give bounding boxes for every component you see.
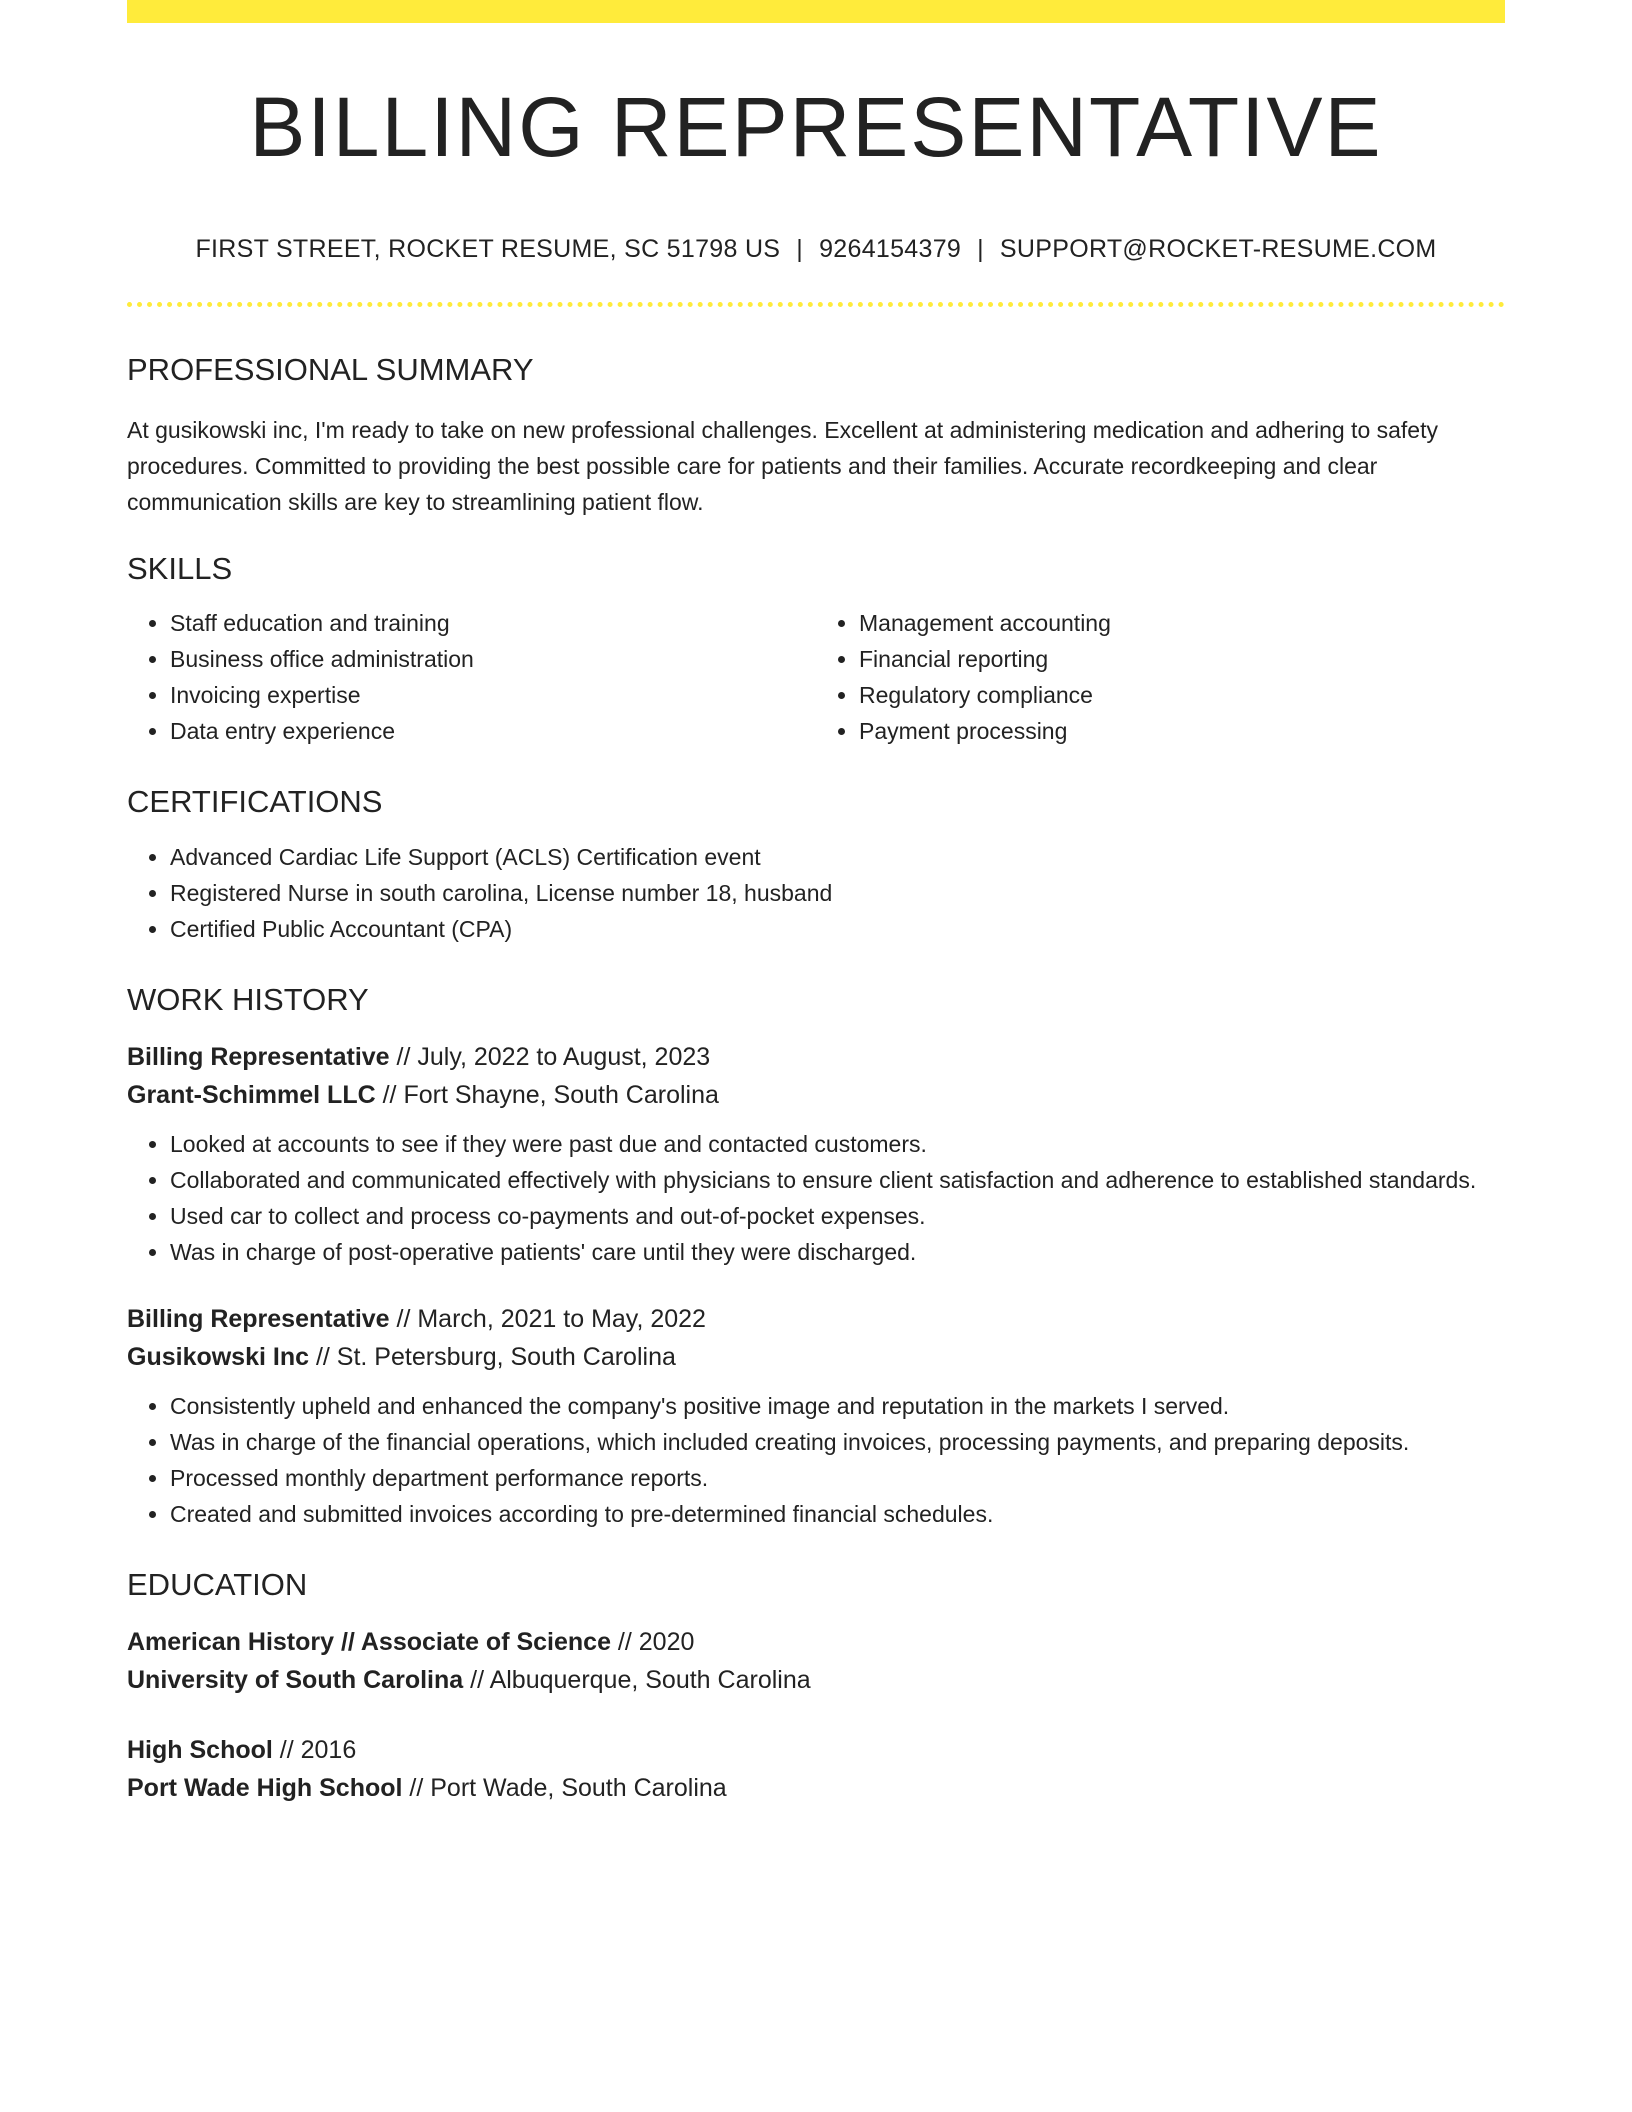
contact-address: FIRST STREET, ROCKET RESUME, SC 51798 US	[195, 235, 781, 263]
work-history-heading: WORK HISTORY	[127, 981, 369, 1017]
education-degree-line	[127, 1623, 1505, 1661]
education-school-line	[127, 1661, 1505, 1699]
education-degree: High School	[127, 1735, 273, 1764]
job-title-line	[127, 1038, 1505, 1076]
job-company: Gusikowski Inc	[127, 1342, 310, 1371]
certifications-list	[127, 839, 1505, 947]
skills-column-right	[816, 605, 1505, 749]
education-school: Port Wade High School	[127, 1773, 403, 1802]
certifications-heading: CERTIFICATIONS	[127, 784, 383, 820]
education-year: // 2020	[610, 1627, 695, 1656]
summary-heading: PROFESSIONAL SUMMARY	[127, 352, 534, 387]
job-company-line	[127, 1076, 1505, 1114]
skill-item: • Management accounting	[859, 605, 1505, 641]
education-location: // Port Wade, South Carolina	[402, 1773, 727, 1802]
education-location: // Albuquerque, South Carolina	[463, 1665, 811, 1694]
job-dates: // March, 2021 to May, 2022	[389, 1304, 706, 1333]
contact-separator: |	[796, 235, 804, 263]
skill-item: • Financial reporting	[859, 641, 1505, 677]
contact-separator: |	[977, 235, 984, 263]
job-bullet: • Was in charge of the financial operations, which included creating invoices, processing payments, and preparing deposits.	[170, 1424, 1505, 1460]
education-year: // 2016	[272, 1735, 357, 1764]
certification-item: • Certified Public Accountant (CPA)	[170, 911, 1505, 947]
job-bullets	[127, 1126, 1505, 1270]
skill-item: • Data entry experience	[170, 713, 816, 749]
job-entry	[127, 1038, 1505, 1270]
certification-item: • Advanced Cardiac Life Support (ACLS) Certification event	[170, 839, 1505, 875]
job-bullet: • Was in charge of post-operative patients' care until they were discharged.	[170, 1234, 1505, 1270]
education-school: University of South Carolina	[127, 1665, 464, 1694]
job-entry	[127, 1300, 1505, 1532]
skills-column-left	[127, 605, 816, 749]
contact-line	[127, 235, 1505, 264]
job-bullet: • Consistently upheld and enhanced the company's positive image and reputation in the markets I served.	[170, 1388, 1505, 1424]
job-title: Billing Representative	[127, 1042, 390, 1071]
job-bullet: • Created and submitted invoices according to pre-determined financial schedules.	[170, 1496, 1505, 1532]
certification-item: • Registered Nurse in south carolina, License number 18, husband	[170, 875, 1505, 911]
job-title: Billing Representative	[127, 1304, 390, 1333]
skill-item: • Invoicing expertise	[170, 677, 816, 713]
job-bullets	[127, 1388, 1505, 1532]
resume-title: BILLING REPRESENTATIVE	[249, 80, 1383, 174]
education-heading: EDUCATION	[127, 1566, 308, 1602]
skills-heading: SKILLS	[127, 551, 233, 587]
dotted-divider	[127, 302, 1505, 307]
job-bullet: • Used car to collect and process co-payments and out-of-pocket expenses.	[170, 1198, 1505, 1234]
job-bullet: • Collaborated and communicated effectively with physicians to ensure client satisfaction and adherence to established standards.	[170, 1162, 1505, 1198]
skill-item: • Business office administration	[170, 641, 816, 677]
education-entry	[127, 1731, 1505, 1807]
job-title-line	[127, 1300, 1505, 1338]
skill-item: • Payment processing	[859, 713, 1505, 749]
job-location: // Fort Shayne, South Carolina	[375, 1080, 719, 1109]
resume-page	[127, 0, 1505, 1807]
skill-item: • Staff education and training	[170, 605, 816, 641]
summary-text: At gusikowski inc, I'm ready to take on new professional challenges. Excellent at administering medication and adhering to safety procedures. Committed to providing the best possible care for patients and their families. Accurate recordkeeping and clear communication skills are key to streamlining patient flow.	[127, 417, 1438, 516]
contact-email[interactable]: SUPPORT@ROCKET-RESUME.COM	[999, 235, 1437, 263]
education-entry	[127, 1623, 1505, 1699]
job-location: // St. Petersburg, South Carolina	[309, 1342, 676, 1371]
job-company-line	[127, 1338, 1505, 1376]
job-dates: // July, 2022 to August, 2023	[389, 1042, 711, 1071]
education-degree-line	[127, 1731, 1505, 1769]
job-bullet: • Looked at accounts to see if they were past due and contacted customers.	[170, 1126, 1505, 1162]
job-bullet: • Processed monthly department performance reports.	[170, 1460, 1505, 1496]
education-degree: American History // Associate of Science	[127, 1627, 611, 1656]
contact-phone: 9264154379	[819, 235, 962, 263]
accent-bar	[127, 0, 1505, 23]
skill-item: • Regulatory compliance	[859, 677, 1505, 713]
education-school-line	[127, 1769, 1505, 1807]
skills-grid	[127, 605, 1505, 749]
job-company: Grant-Schimmel LLC	[127, 1080, 376, 1109]
